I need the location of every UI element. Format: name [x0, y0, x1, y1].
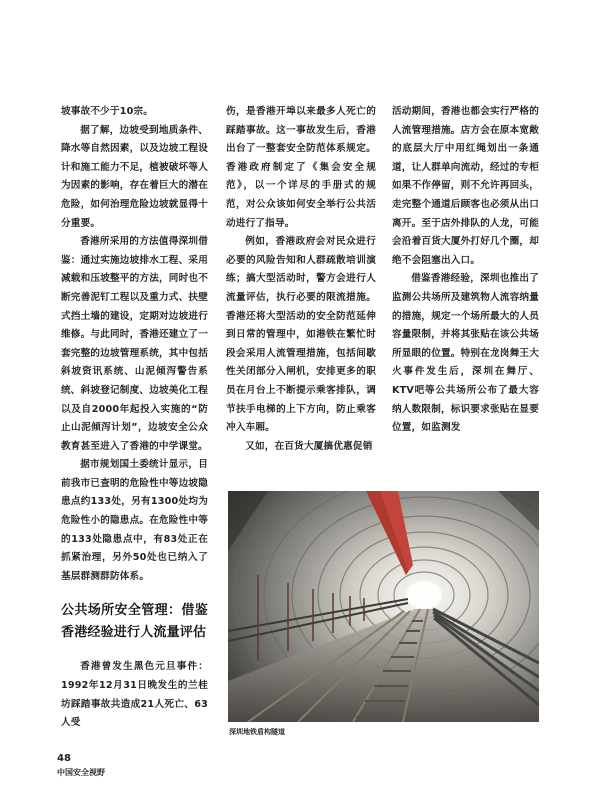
paragraph: 又如，在百货大厦搞优惠促销	[245, 440, 373, 452]
paragraph: 据市规划国土委统计显示，目前我市已查明的危险性中等边坡隐患点约133处，另有1300处均为危险性小的隐患点。在危险性中等的133处隐患点中，有83处正在抓紧治理，另外50处也已纳入了基层群测群防体系。	[61, 459, 208, 582]
section-heading: 公共场所安全管理：借鉴香港经验进行人流量评估	[61, 603, 208, 641]
magazine-name: 中国安全视野	[57, 767, 105, 777]
paragraph: 香港所采用的方法值得深圳借鉴：通过实施边坡排水工程、采用减载和压坡整平的方法，同时也不断完善泥钉工程以及重力式、扶壁式挡土墙的建设，定期对边坡进行维修。与此同时，香港还建立了一套完整的边坡管理系统，其中包括斜坡资讯系统、山泥倾泻警告系统、斜坡登记制度、边坡美化工程以及自2000年起投入实施的“防止山泥倾泻计划”，边坡安全公众教育甚至进入了香港的中学课堂。	[61, 236, 208, 452]
paragraph: 例如，香港政府会对民众进行必要的风险告知和人群疏散培训演练；搞大型活动时，警方会进行人流量评估，执行必要的限流措施。香港还将大型活动的安全防范延伸到日常的管理中，如港铁在繁忙时段会采用人流管理措施，包括间歇性关闭部分入闸机，安排更多的职员在月台上不断提示乘客排队，调节扶手电梯的上下方向，防止乘客冲入车厢。	[226, 236, 376, 434]
paragraph: 坡事故不少于10宗。	[61, 106, 154, 117]
text-column-3	[392, 103, 539, 438]
tunnel-photo-icon	[228, 491, 539, 722]
paragraph: 活动期间，香港也都会实行严格的人流管理措施。店方会在原本宽敞的底层大厅中用红绳划出一条通道，让人群单向流动，经过的专柜如果不作停留，则不允许再回头，走完整个通道后顾客也必须从出口离开。至于店外排队的人龙，可能会沿着百货大厦外打好几个圈，却绝不会阻塞出入口。	[392, 106, 539, 266]
text-column-2	[226, 103, 376, 456]
text-column-1	[61, 103, 208, 733]
paragraph: 伤，是香港开埠以来最多人死亡的踩踏事故。这一事故发生后，香港出台了一整套安全防范体系规定。香港政府制定了《集会安全规范》，以一个详尽的手册式的规范，对公众该如何安全举行公共活动进行了指导。	[226, 106, 376, 229]
page-number: 48	[57, 753, 71, 764]
paragraph: 借鉴香港经验，深圳也推出了监测公共场所及建筑物人流容纳量的措施，规定一个场所最大的人员容量限制，并将其张贴在该公共场所显眼的位置。特别在龙岗舞王大火事件发生后，深圳在舞厅、KTV吧等公共场所公布了最大容纳人数限制，标识要求张贴在显要位置，如监测发	[392, 273, 539, 434]
photo-caption: 深圳地铁盾构隧道	[229, 728, 285, 736]
tunnel-photo	[228, 491, 539, 722]
paragraph: 据了解，边坡受到地质条件、降水等自然因素，以及边坡工程设计和施工能力不足，植被破坏等人为因素的影响，存在着巨大的潜在危险，如何治理危险边坡就显得十分重要。	[61, 124, 208, 229]
paragraph: 香港曾发生黑色元旦事件：1992年12月31日晚发生的兰桂坊踩踏事故共造成21人死亡、63人受	[61, 661, 208, 729]
